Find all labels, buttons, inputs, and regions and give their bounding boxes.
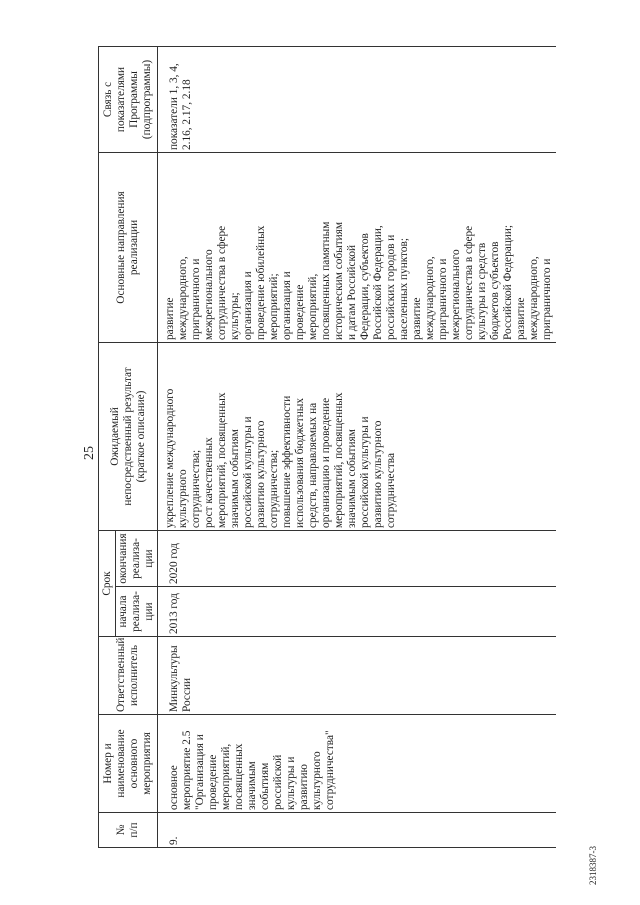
header-result: Ожидаемый непосредственный результат (краткое описание) xyxy=(99,342,158,530)
row-end: 2020 год xyxy=(158,530,556,586)
row-executor: Минкультуры России xyxy=(158,637,556,715)
header-term: Срок xyxy=(99,530,116,636)
row-link: показатели 1, 3, 4, 2.16, 2.17, 2.18 xyxy=(158,46,556,152)
program-table xyxy=(98,46,556,848)
header-num: № п/п xyxy=(99,813,158,848)
row-name: основное мероприятие 2.5 "Организация и проведение мероприятий, посвященных значимым событиям российской культуры и развитию культурного сотрудничества" xyxy=(158,715,556,813)
header-executor: Ответственный исполнитель xyxy=(99,637,158,715)
header-directions: Основные направления реализации xyxy=(99,152,158,342)
row-result: укрепление международного культурного сотрудничества; рост качественных мероприятий, посвященных значимым событиям российской культуры и развитию культурного сотрудничества; повышение эффективности использования бюджетных средств, направляемых на организацию и проведение мероприятий, посвященных значимым событиям российской культуры и развитию культурного сотрудничества xyxy=(158,342,556,530)
row-num: 9. xyxy=(158,813,556,848)
row-start: 2013 год xyxy=(158,587,556,637)
footer-code: 2318387-3 xyxy=(588,846,598,885)
header-start: начала реализа- ции xyxy=(116,587,158,637)
table-row xyxy=(158,46,556,847)
header-end: окончания реализа- ции xyxy=(116,530,158,586)
page-number: 25 xyxy=(82,446,97,460)
header-link: Связь с показателями Программы (подпрограммы) xyxy=(99,46,158,152)
row-directions: развитие международного, приграничного и межрегионального сотрудничества в сфере культуры; организация и проведение юбилейных мероприятий; организация и проведение мероприятий, посвященных памятным историческим событиям и датам Российской Федерации, субъектов Российской Федерации, российских городов и населенных пунктов; развитие международного, приграничного и межрегионального сотрудничества в сфере культуры из средств бюджетов субъектов Российской Федерации; развитие международного, приграничного и xyxy=(158,152,556,342)
header-name: Номер и наименование основного мероприятия xyxy=(99,715,158,813)
